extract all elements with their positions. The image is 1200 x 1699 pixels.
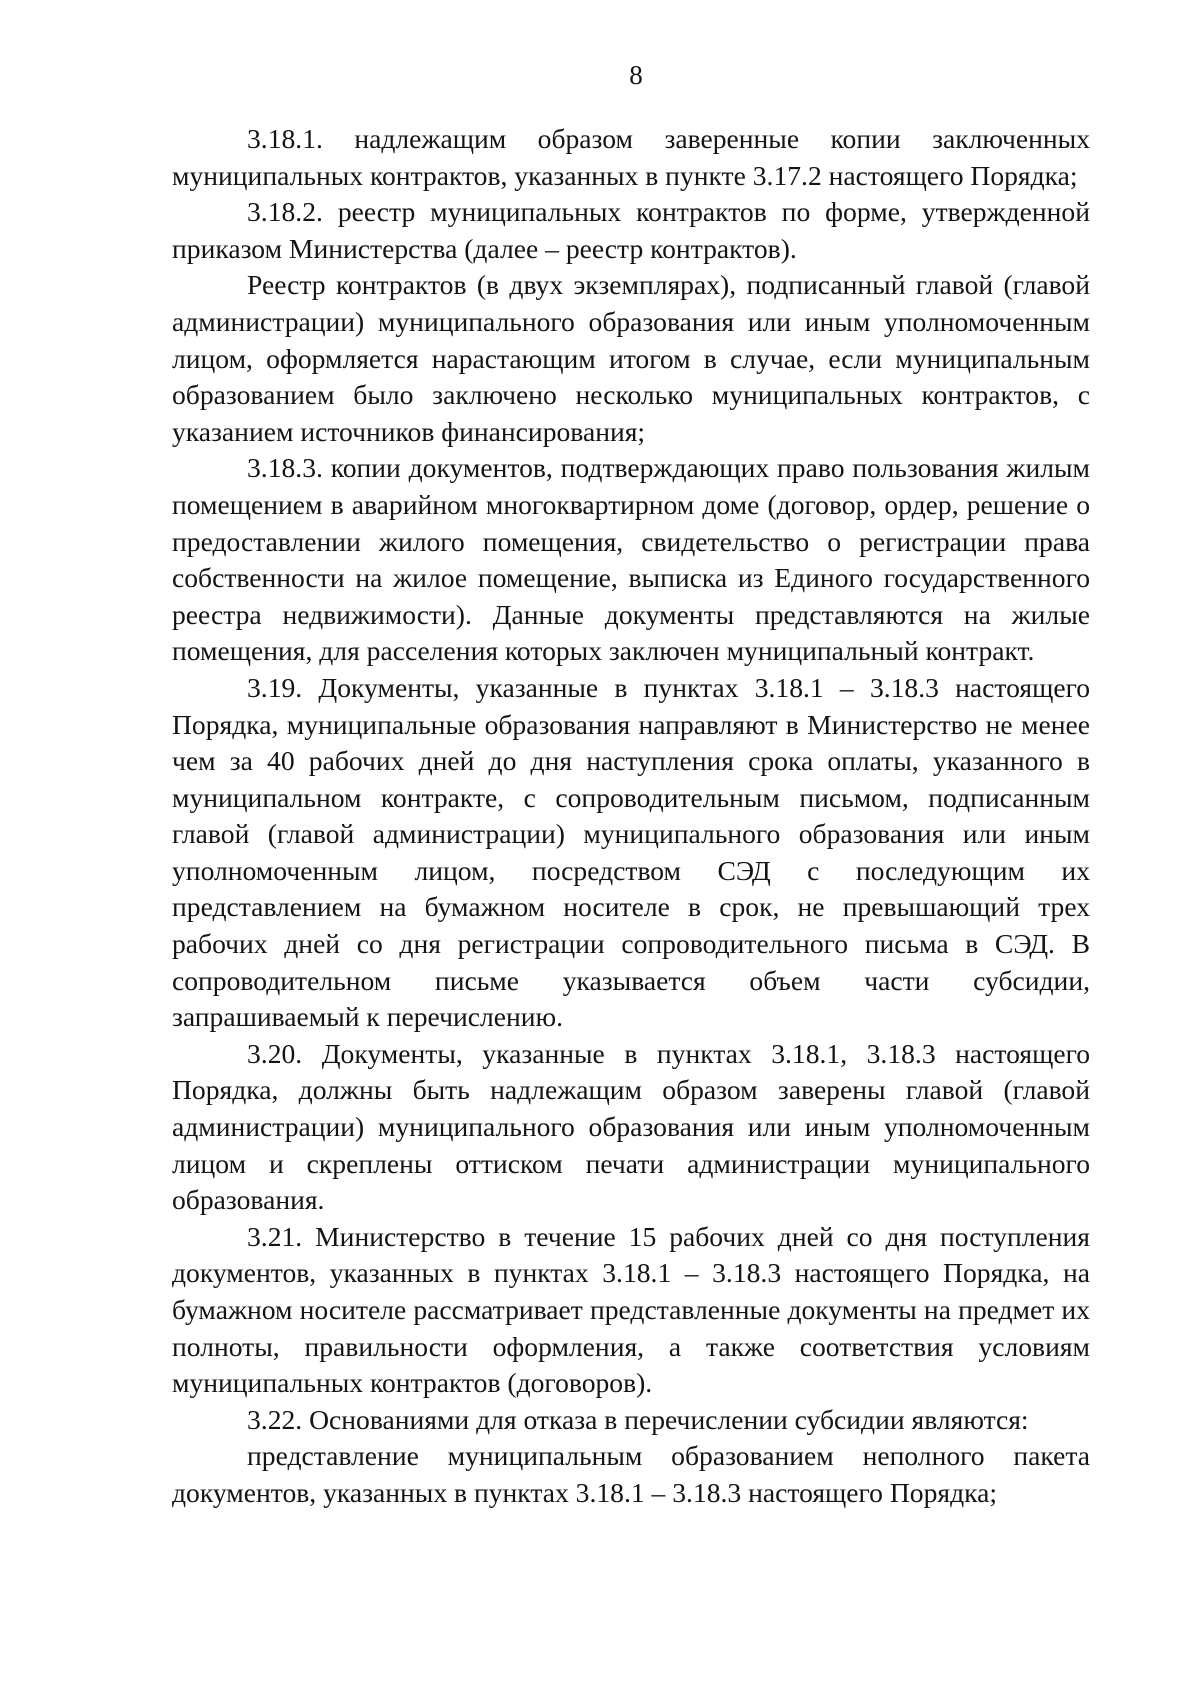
paragraph-3-20: 3.20. Документы, указанные в пунктах 3.18.1, 3.18.3 настоящего Порядка, должны быть надлежащим образом заверены главой (главой администрации) муниципального образования или иным уполномоченным лицом и скреплены оттиском печати администрации муниципального образования. xyxy=(172,1037,1090,1216)
paragraph-3-18-3: 3.18.3. копии документов, подтверждающих право пользования жилым помещением в аварийном многоквартирном доме (договор, ордер, решение о предоставлении жилого помещения, свидетельство о регистрации права собственности на жилое помещение, выписка из Единого государственного реестра недвижимости). Данные документы представляются на жилые помещения, для расселения которых заключен муниципальный контракт. xyxy=(172,452,1090,667)
paragraph-refusal-ground-1: представление муниципальным образованием неполного пакета документов, указанных в пунктах 3.18.1 – 3.18.3 настоящего Порядка; xyxy=(172,1440,1090,1508)
paragraph-contracts-registry: Реестр контрактов (в двух экземплярах), подписанный главой (главой администрации) муниципального образования или иным уполномоченным лицом, оформляется нарастающим итогом в случае, если муниципальным образованием было заключено несколько муниципальных контрактов, с указанием источников финансирования; xyxy=(172,269,1090,447)
document-body xyxy=(172,121,1090,1512)
page-number: 8 xyxy=(629,60,643,90)
paragraph-3-18-1: 3.18.1. надлежащим образом заверенные копии заключенных муниципальных контрактов, указанных в пункте 3.17.2 настоящего Порядка; xyxy=(172,123,1090,191)
paragraph-3-22: 3.22. Основаниями для отказа в перечислении субсидии являются: xyxy=(247,1403,1029,1435)
paragraph-3-19: 3.19. Документы, указанные в пунктах 3.18.1 – 3.18.3 настоящего Порядка, муниципальные образования направляют в Министерство не менее чем за 40 рабочих дней до дня наступления срока оплаты, указанного в муниципальном контракте, с сопроводительным письмом, подписанным главой (главой администрации) муниципального образования или иным уполномоченным лицом, посредством СЭД с последующим их представлением на бумажном носителе в срок, не превышающий трех рабочих дней со дня регистрации сопроводительного письма в СЭД. В сопроводительном письме указывается объем части субсидии, запрашиваемый к перечислению. xyxy=(172,671,1090,1033)
paragraph-3-18-2: 3.18.2. реестр муниципальных контрактов по форме, утвержденной приказом Министерства (далее – реестр контрактов). xyxy=(172,196,1090,264)
paragraph-3-21: 3.21. Министерство в течение 15 рабочих дней со дня поступления документов, указанных в пунктах 3.18.1 – 3.18.3 настоящего Порядка, на бумажном носителе рассматривает представленные документы на предмет их полноты, правильности оформления, а также соответствия условиям муниципальных контрактов (договоров). xyxy=(172,1220,1090,1399)
